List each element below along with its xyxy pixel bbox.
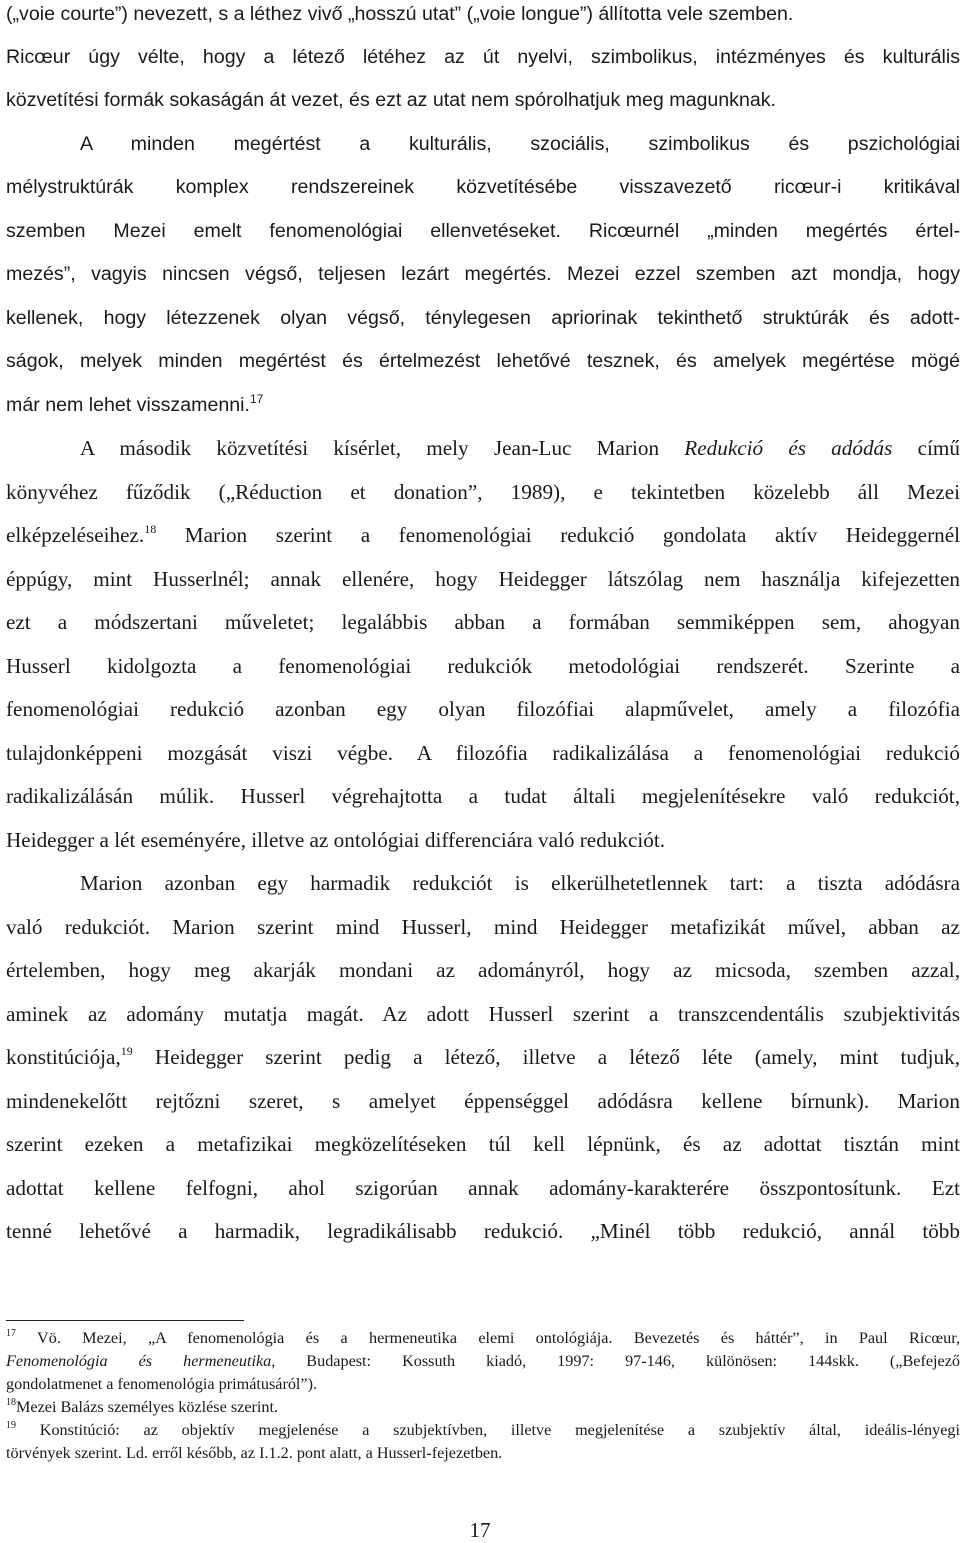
text-line: Marion azonban egy harmadik redukciót is elkerülhetetlennek tart: a tiszta adódásra	[80, 871, 960, 895]
footnote-text: Vö. Mezei, „A fenomenológia és a hermeneutika elemi ontológiája. Bevezetés és háttér”, in Paul Ricœur,	[37, 1329, 960, 1347]
text-line: Ricœur úgy vélte, hogy a létező létéhez az út nyelvi, szimbolikus, intézményes és kulturális	[6, 46, 960, 68]
footnote-19-cont: törvények szerint. Ld. erről később, az I.1.2. pont alatt, a Husserl-fejezetben.	[6, 1444, 503, 1462]
text-line: adottat kellene felfogni, ahol szigorúan annak adomány-karakterére összpontosítunk. Ezt	[6, 1176, 960, 1200]
text-line: mindenekelőtt rejtőzni szeret, s amelyet éppenséggel adódásra kellene bírnunk). Marion	[6, 1089, 960, 1113]
text-line: Husserl kidolgozta a fenomenológiai redukciók metodológiai rendszerét. Szerinte a	[6, 654, 960, 678]
text-line: való redukciót. Marion szerint mind Husserl, mind Heidegger metafizikát művel, abban az	[6, 915, 960, 939]
text-line: radikalizálásán múlik. Husserl végrehajtotta a tudat általi megjelenítésekre való redukciót,	[6, 784, 960, 808]
text-span: A második közvetítési kísérlet, mely Jean-Luc Marion	[80, 436, 660, 460]
text-span: már nem lehet visszamenni.	[6, 394, 250, 416]
text-line: ezt a módszertani műveletet; legalábbis abban a formában semmiképpen sem, ahogyan	[6, 610, 960, 634]
text-span: Marion szerint a fenomenológiai redukció gondolata aktív Heideggernél	[184, 523, 960, 547]
text-line: fenomenológiai redukció azonban egy olyan filozófiai alapművelet, amely a filozófia	[6, 697, 960, 721]
text-line: kellenek, hogy létezzenek olyan végső, ténylegesen apriorinak tekinthető struktúrák és adott-	[6, 307, 960, 329]
page-number: 17	[469, 1518, 491, 1542]
text-line	[6, 391, 960, 421]
footnote-text: , Budapest: Kossuth kiadó, 1997: 97-146, különösen: 144skk. („Befejező	[271, 1352, 960, 1370]
text-line: szerint ezeken a metafizikai megközelítéseken túl kell lépnünk, és az adottat tisztán mint	[6, 1132, 960, 1156]
text-line: tenné lehetővé a harmadik, legradikálisabb redukció. „Minél több redukció, annál több	[6, 1219, 960, 1243]
text-line: mezés”, vagyis nincsen végső, teljesen lezárt megértés. Mezei ezzel szemben azt mondja, hogy	[6, 263, 960, 285]
footnote-ref-19[interactable]: 19	[120, 1044, 133, 1058]
footnote-text: Konstitúció: az objektív megjelenése a szubjektívben, illetve megjelenítése a szubjektív által, ideális-lényegi	[39, 1421, 960, 1439]
text-line: szemben Mezei emelt fenomenológiai ellenvetéseket. Ricœurnél „minden megértés értel-	[6, 220, 960, 242]
footnote-ref-17[interactable]: 17	[249, 392, 264, 406]
text-line	[6, 521, 960, 551]
text-span: című	[917, 436, 960, 460]
text-span: konstitúciója,	[6, 1045, 121, 1069]
text-line: értelemben, hogy meg akarják mondani az adományról, hogy az micsoda, szemben azzal,	[6, 958, 960, 982]
footnote-number: 18	[6, 1397, 16, 1408]
text-line: közvetítési formák sokaságán át vezet, és ezt az utat nem spórolhatjuk meg magunknak.	[6, 89, 776, 111]
footnote-19	[6, 1420, 960, 1442]
footnote-17	[6, 1328, 960, 1350]
text-span: Heidegger szerint pedig a létező, illetve a létező léte (amely, mint tudjuk,	[154, 1045, 960, 1069]
text-line	[6, 1043, 960, 1073]
book-title: Redukció és adódás	[684, 436, 893, 460]
footnote-18	[6, 1397, 960, 1419]
footnote-text: Mezei Balázs személyes közlése szerint.	[16, 1398, 279, 1416]
footnote-number: 19	[6, 1420, 16, 1431]
footnote-17-cont: gondolatmenet a fenomenológia primátusáról”).	[6, 1375, 318, 1393]
text-line: A minden megértést a kulturális, szociális, szimbolikus és pszichológiai	[80, 133, 960, 155]
text-line: („voie courte”) nevezett, s a léthez vivő „hosszú utat” („voie longue”) állította vele szemben.	[6, 3, 794, 25]
footnote-divider	[6, 1320, 244, 1321]
footnote-ref-18[interactable]: 18	[144, 522, 157, 536]
book-title: Fenomenológia és hermeneutika	[6, 1352, 272, 1370]
text-line: éppúgy, mint Husserlnél; annak ellenére, hogy Heidegger látszólag nem használja kifejezetten	[6, 567, 960, 591]
footnote-number: 17	[6, 1328, 16, 1339]
text-span: elképzeléseihez.	[6, 523, 145, 547]
text-line: mélystruktúrák komplex rendszereinek közvetítésébe visszavezető ricœur-i kritikával	[6, 176, 960, 198]
footnote-17-cont	[6, 1351, 960, 1373]
text-line	[80, 434, 960, 464]
text-line: Heidegger a lét eseményére, illetve az ontológiai differenciára való redukciót.	[6, 828, 666, 852]
text-line: aminek az adomány mutatja magát. Az adott Husserl szerint a transzcendentális szubjektivitás	[6, 1002, 960, 1026]
text-line: könyvéhez fűződik („Réduction et donation”, 1989), e tekintetben közelebb áll Mezei	[6, 480, 960, 504]
text-line: tulajdonképpeni mozgását viszi végbe. A filozófia radikalizálása a fenomenológiai redukció	[6, 741, 960, 765]
text-line: ságok, melyek minden megértést és értelmezést lehetővé tesznek, és amelyek megértése mögé	[6, 350, 960, 372]
